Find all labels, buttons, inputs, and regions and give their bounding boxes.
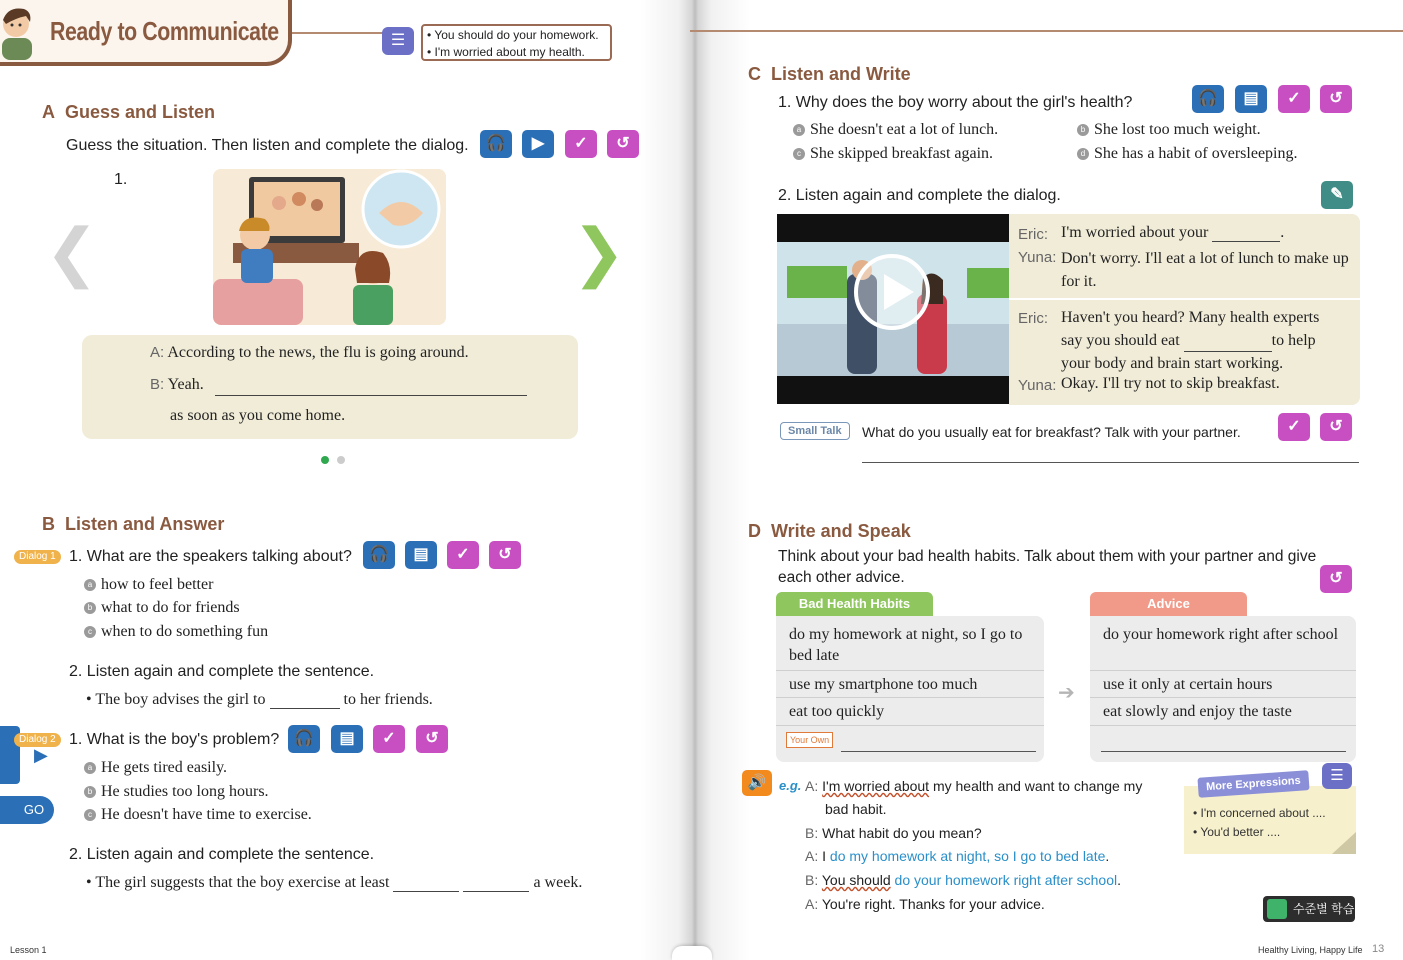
row-divider [776, 725, 1044, 726]
level-study-icon [1267, 899, 1287, 919]
example-label: e.g. [779, 778, 802, 793]
option-a[interactable] [793, 121, 998, 139]
dialog-2-badge: Dialog 2 [14, 733, 61, 747]
check-icon[interactable]: ✓ [1278, 413, 1310, 441]
option-b[interactable] [1077, 121, 1261, 139]
option-d[interactable] [1077, 145, 1298, 163]
bad-habits-header: Bad Health Habits [776, 592, 933, 616]
headphones-icon[interactable]: 🎧 [288, 725, 320, 753]
your-own-line-advice[interactable] [1101, 751, 1346, 752]
line-text: Yeah. [167, 376, 204, 393]
option-c[interactable] [84, 806, 312, 824]
speaker-label: B: [150, 376, 165, 393]
retry-icon[interactable]: ↺ [489, 541, 521, 569]
note-icon[interactable]: ☰ [1322, 763, 1352, 789]
video-play-icon[interactable] [854, 254, 930, 330]
script-icon[interactable]: ▤ [1235, 85, 1267, 113]
line-text: . [1280, 224, 1285, 241]
answer-blank[interactable] [1184, 338, 1272, 352]
check-icon[interactable]: ✓ [565, 130, 597, 158]
play-icon[interactable]: ▶ [34, 745, 48, 765]
situation-illustration [213, 169, 446, 325]
your-own-line-bad[interactable] [841, 751, 1036, 752]
option-marker: a [84, 579, 96, 591]
speaker-label: A: [150, 344, 165, 361]
dialog-line: Don't worry. I'll eat a lot of lunch to make up for it. [1061, 250, 1349, 290]
script-icon[interactable]: ▤ [405, 541, 437, 569]
line-text: I [822, 848, 827, 864]
question: 1. What is the boy's problem? [69, 731, 280, 748]
speaker-label: A: [805, 896, 819, 912]
answer-blank[interactable] [1212, 228, 1280, 242]
more-expression-item: • You'd better .... [1193, 825, 1281, 839]
key-expression: I'm worried about [822, 778, 930, 794]
question: 1. What are the speakers talking about? [69, 548, 352, 565]
key-expressions-box [421, 24, 612, 61]
line-text: to help your body and brain start working. [1061, 332, 1316, 372]
option-c[interactable] [793, 145, 993, 163]
section-b-heading [42, 514, 224, 535]
example-line-2 [805, 825, 982, 841]
option-text: She doesn't eat a lot of lunch. [810, 121, 999, 138]
key-expression-2: • I'm worried about my health. [427, 45, 585, 59]
option-marker: a [84, 762, 96, 774]
dialog-line [1061, 224, 1351, 242]
retry-icon[interactable]: ↺ [1320, 85, 1352, 113]
option-a[interactable] [84, 759, 227, 777]
dialog-line: as soon as you come home. [170, 407, 346, 424]
line-text: You're right. Thanks for your advice. [821, 896, 1045, 912]
script-icon[interactable]: ▤ [331, 725, 363, 753]
bad-habit-1: do my homework at night, so I go to bed late [789, 626, 1023, 664]
play-icon[interactable]: ▶ [522, 130, 554, 158]
small-talk-tag: Small Talk [780, 422, 850, 440]
option-marker: c [793, 148, 805, 160]
header-rule [292, 32, 392, 34]
option-marker: d [1077, 148, 1089, 160]
go-button[interactable]: GO [0, 796, 54, 824]
section-title: Write and Speak [771, 521, 911, 541]
example-line-3: A: I do my homework at night, so I go to bed late. [805, 848, 1110, 864]
sentence-text: a week. [533, 874, 583, 891]
sentence-line [86, 691, 433, 709]
section-d-heading [748, 521, 911, 542]
highlighted-text: do your homework right after school [894, 872, 1118, 888]
section-a-heading [42, 102, 215, 123]
line-text: What habit do you mean? [822, 825, 982, 841]
line-text: I'm worried about your [1061, 224, 1209, 241]
option-marker: c [84, 626, 96, 638]
speaker-icon[interactable]: 🔊 [742, 770, 772, 796]
expression-text: I'm concerned about .... [1200, 806, 1326, 820]
sentence-text: • The boy advises the girl to [86, 691, 266, 708]
option-text: how to feel better [101, 576, 214, 593]
option-marker: b [84, 602, 96, 614]
dialog-separator [1009, 298, 1360, 300]
speaker-label: Eric: [1018, 226, 1048, 243]
page-number: 13 [1372, 943, 1385, 955]
question: 1. Why does the boy worry about the girl's health? [778, 94, 1133, 111]
key-expression: You should [821, 872, 891, 888]
more-expressions-tag: More Expressions [1197, 770, 1309, 798]
speaker-label: B: [805, 825, 819, 841]
retry-icon[interactable]: ↺ [1320, 413, 1352, 441]
speaker-label: Yuna: [1018, 249, 1057, 266]
section-d-instruction: Think about your bad health habits. Talk about them with your partner and give each other advice. [778, 548, 1317, 586]
page-gutter [640, 0, 750, 960]
section-letter: D [748, 521, 761, 541]
section-title: Listen and Answer [65, 514, 225, 534]
answer-blank[interactable] [270, 695, 340, 709]
check-icon[interactable]: ✓ [1278, 85, 1310, 113]
option-marker: c [84, 809, 96, 821]
option-a[interactable] [84, 576, 213, 594]
line-text: my health and want to change my [932, 778, 1143, 794]
key-expression-1: • You should do your homework. [427, 28, 599, 42]
row-divider [1090, 697, 1356, 698]
more-expression-item: • I'm concerned about .... [1193, 806, 1326, 820]
row-divider [776, 697, 1044, 698]
arrow-right-icon: ➔ [1058, 682, 1075, 704]
option-text: He doesn't have time to exercise. [101, 806, 312, 823]
answer-blank[interactable] [215, 380, 527, 396]
dialog-line: Okay. I'll try not to skip breakfast. [1061, 375, 1280, 392]
dialog-box-a [82, 335, 578, 439]
headphones-icon[interactable]: 🎧 [1192, 85, 1224, 113]
footer-lesson: Lesson 1 [10, 945, 47, 955]
sentence-text: to her friends. [343, 691, 433, 708]
footer-title: Healthy Living, Happy Life [1258, 945, 1363, 955]
speaker-label: A: [805, 848, 819, 864]
bad-habit-3: eat too quickly [789, 703, 885, 720]
highlighted-text: do my homework at night, so I go to bed late [829, 848, 1106, 864]
note-icon[interactable]: ☰ [382, 27, 414, 55]
line-text: According to the news, the flu is going around. [167, 344, 469, 361]
option-marker: b [84, 786, 96, 798]
row-divider [776, 670, 1044, 671]
option-text: when to do something fun [101, 623, 269, 640]
expression-text: You'd better .... [1200, 825, 1281, 839]
example-line-1 [805, 778, 1142, 794]
check-icon[interactable]: ✓ [447, 541, 479, 569]
option-text: He gets tired easily. [101, 759, 228, 776]
speaker-label: B: [805, 872, 819, 888]
question: 2. Listen again and complete the dialog. [778, 187, 1061, 204]
bad-habit-2: use my smartphone too much [789, 676, 978, 693]
option-b[interactable] [84, 783, 269, 801]
section-c-heading [748, 64, 911, 85]
page-curl [1332, 832, 1356, 854]
sentence-line [86, 874, 582, 892]
carousel-dot-active[interactable] [321, 456, 329, 464]
section-letter: C [748, 64, 761, 84]
option-marker: b [1077, 124, 1089, 136]
speaker-label: Eric: [1018, 310, 1048, 327]
check-icon[interactable]: ✓ [373, 725, 405, 753]
retry-icon[interactable]: ↺ [1320, 565, 1352, 593]
section-title: Guess and Listen [65, 102, 216, 122]
option-text: what to do for friends [101, 599, 240, 616]
advice-1: do your homework right after school [1103, 626, 1339, 643]
headphones-icon[interactable]: 🎧 [363, 541, 395, 569]
next-arrow-icon[interactable]: ❯ [572, 216, 626, 288]
option-marker: a [793, 124, 805, 136]
page-toggle-tab[interactable] [672, 946, 712, 960]
page-title: Ready to Communicate [50, 16, 279, 46]
section-letter: B [42, 514, 55, 534]
answer-blank[interactable] [393, 878, 459, 892]
previous-arrow-icon[interactable]: ❮ [45, 216, 99, 288]
question: 2. Listen again and complete the sentence. [69, 663, 375, 680]
advice-3: eat slowly and enjoy the taste [1103, 703, 1292, 720]
retry-icon[interactable]: ↺ [607, 130, 639, 158]
header-rule-right [690, 30, 1403, 32]
answer-blank[interactable] [463, 878, 529, 892]
option-text: He studies too long hours. [101, 783, 269, 800]
speaker-label: A: [805, 778, 819, 794]
option-b[interactable] [84, 599, 240, 617]
small-talk-question: What do you usually eat for breakfast? Talk with your partner. [862, 424, 1241, 440]
example-line-1b: bad habit. [825, 801, 887, 817]
dialog-box-c [1009, 214, 1360, 405]
option-text: She skipped breakfast again. [810, 145, 994, 162]
line-text: Haven't you heard? Many health experts say you should eat [1061, 309, 1320, 349]
retry-icon[interactable]: ↺ [416, 725, 448, 753]
speaker-label: Yuna: [1018, 377, 1057, 394]
section-a-instruction: Guess the situation. Then listen and complete the dialog. [66, 137, 469, 154]
dialog-line [150, 376, 204, 394]
student-avatar [0, 4, 40, 60]
row-divider [1090, 725, 1356, 726]
example-line-5 [805, 896, 1045, 912]
advice-header: Advice [1090, 592, 1247, 616]
dialog-line [150, 344, 469, 362]
section-letter: A [42, 102, 55, 122]
question: 2. Listen again and complete the sentence. [69, 846, 375, 863]
option-text: She lost too much weight. [1094, 121, 1261, 138]
sentence-text: • The girl suggests that the boy exercise at least [86, 874, 390, 891]
dialog-line [1061, 306, 1341, 375]
example-line-4: B: You should do your homework right after school. [805, 872, 1121, 888]
option-c[interactable] [84, 623, 268, 641]
option-text: She has a habit of oversleeping. [1094, 145, 1298, 162]
dialog-1-badge: Dialog 1 [14, 550, 61, 564]
item-number: 1. [114, 171, 128, 188]
speech-bubble-icon[interactable]: ✎ [1321, 181, 1353, 209]
answer-line[interactable] [862, 462, 1359, 463]
carousel-dot[interactable] [337, 456, 345, 464]
level-study-button[interactable]: 수준별 학습 [1263, 896, 1355, 922]
advice-2: use it only at certain hours [1103, 676, 1273, 693]
your-own-tag: Your Own [786, 732, 833, 748]
section-title: Listen and Write [771, 64, 911, 84]
row-divider [1090, 670, 1356, 671]
headphones-icon[interactable]: 🎧 [480, 130, 512, 158]
